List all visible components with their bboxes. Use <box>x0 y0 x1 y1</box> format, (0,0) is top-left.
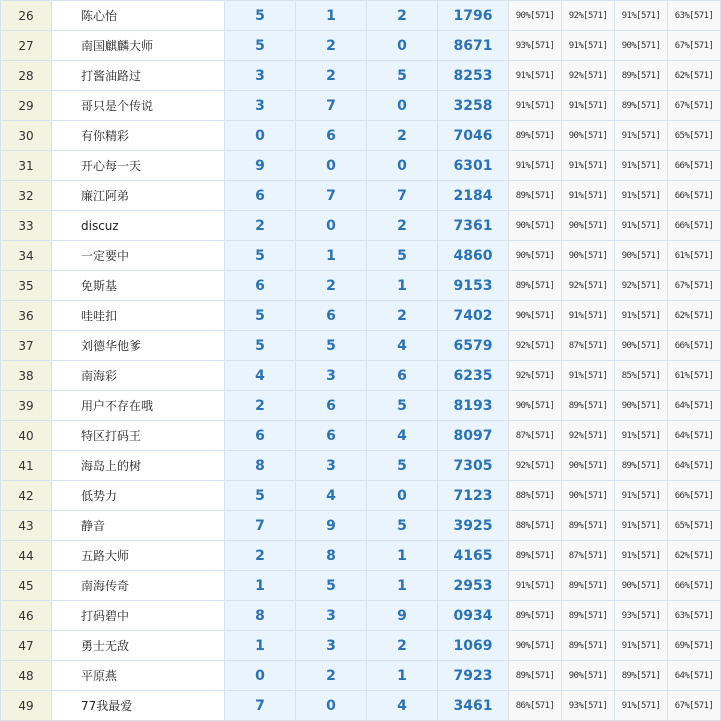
username-cell: 廉江阿弟 <box>52 181 225 211</box>
username-cell: 一定要中 <box>52 241 225 271</box>
rate-cell-2: 89%[571] <box>562 391 615 421</box>
username-cell: discuz <box>52 211 225 241</box>
username-cell: 打酱油路过 <box>52 61 225 91</box>
table-row <box>1 571 721 601</box>
rate-cell-3: 90%[571] <box>615 391 668 421</box>
rank-cell: 33 <box>1 211 52 241</box>
digit-cell-1: 0 <box>225 121 296 151</box>
rate-cell-4: 66%[571] <box>668 181 721 211</box>
username-cell: 特区打码王 <box>52 421 225 451</box>
rank-cell: 28 <box>1 61 52 91</box>
rank-cell: 31 <box>1 151 52 181</box>
table-row <box>1 391 721 421</box>
rate-cell-1: 91%[571] <box>509 571 562 601</box>
code-cell: 1069 <box>438 631 509 661</box>
rate-cell-4: 67%[571] <box>668 691 721 721</box>
rate-cell-2: 87%[571] <box>562 541 615 571</box>
table-row <box>1 151 721 181</box>
rank-cell: 40 <box>1 421 52 451</box>
rate-cell-2: 93%[571] <box>562 691 615 721</box>
digit-cell-1: 3 <box>225 61 296 91</box>
rate-cell-3: 90%[571] <box>615 331 668 361</box>
digit-cell-2: 0 <box>296 211 367 241</box>
rate-cell-4: 61%[571] <box>668 241 721 271</box>
digit-cell-3: 0 <box>367 91 438 121</box>
rank-cell: 41 <box>1 451 52 481</box>
rank-cell: 49 <box>1 691 52 721</box>
digit-cell-1: 8 <box>225 601 296 631</box>
username-cell: 用户不存在哦 <box>52 391 225 421</box>
code-cell: 3258 <box>438 91 509 121</box>
rate-cell-4: 66%[571] <box>668 151 721 181</box>
rank-cell: 38 <box>1 361 52 391</box>
table-row <box>1 331 721 361</box>
rate-cell-1: 89%[571] <box>509 601 562 631</box>
username-cell: 海岛上的树 <box>52 451 225 481</box>
username-cell: 哇哇扣 <box>52 301 225 331</box>
digit-cell-2: 0 <box>296 151 367 181</box>
username-cell: 陈心怡 <box>52 1 225 31</box>
rate-cell-1: 91%[571] <box>509 61 562 91</box>
table-row <box>1 121 721 151</box>
table-row <box>1 91 721 121</box>
table-row <box>1 361 721 391</box>
username-cell: 有你精彩 <box>52 121 225 151</box>
digit-cell-2: 5 <box>296 571 367 601</box>
digit-cell-3: 2 <box>367 121 438 151</box>
rate-cell-1: 91%[571] <box>509 151 562 181</box>
code-cell: 7923 <box>438 661 509 691</box>
table-row <box>1 211 721 241</box>
rate-cell-1: 91%[571] <box>509 91 562 121</box>
rate-cell-1: 87%[571] <box>509 421 562 451</box>
rate-cell-4: 62%[571] <box>668 541 721 571</box>
rate-cell-3: 91%[571] <box>615 541 668 571</box>
code-cell: 6579 <box>438 331 509 361</box>
rate-cell-2: 91%[571] <box>562 181 615 211</box>
digit-cell-2: 2 <box>296 61 367 91</box>
rate-cell-4: 66%[571] <box>668 571 721 601</box>
code-cell: 7361 <box>438 211 509 241</box>
rank-cell: 43 <box>1 511 52 541</box>
rate-cell-1: 89%[571] <box>509 181 562 211</box>
digit-cell-3: 5 <box>367 451 438 481</box>
rate-cell-2: 90%[571] <box>562 661 615 691</box>
ranking-table-body <box>1 1 721 721</box>
username-cell: 静音 <box>52 511 225 541</box>
digit-cell-3: 2 <box>367 1 438 31</box>
rate-cell-4: 67%[571] <box>668 271 721 301</box>
code-cell: 8671 <box>438 31 509 61</box>
rate-cell-4: 64%[571] <box>668 451 721 481</box>
code-cell: 3461 <box>438 691 509 721</box>
digit-cell-2: 5 <box>296 331 367 361</box>
code-cell: 2184 <box>438 181 509 211</box>
username-cell: 南海彩 <box>52 361 225 391</box>
username-cell: 开心每一天 <box>52 151 225 181</box>
rate-cell-3: 91%[571] <box>615 691 668 721</box>
code-cell: 2953 <box>438 571 509 601</box>
digit-cell-1: 5 <box>225 331 296 361</box>
rate-cell-2: 90%[571] <box>562 211 615 241</box>
rate-cell-4: 65%[571] <box>668 121 721 151</box>
digit-cell-1: 8 <box>225 451 296 481</box>
rate-cell-3: 91%[571] <box>615 511 668 541</box>
digit-cell-3: 5 <box>367 511 438 541</box>
table-row <box>1 481 721 511</box>
digit-cell-3: 1 <box>367 541 438 571</box>
digit-cell-2: 7 <box>296 91 367 121</box>
rate-cell-3: 91%[571] <box>615 151 668 181</box>
rate-cell-2: 92%[571] <box>562 1 615 31</box>
digit-cell-2: 3 <box>296 361 367 391</box>
digit-cell-3: 2 <box>367 211 438 241</box>
rate-cell-1: 92%[571] <box>509 361 562 391</box>
username-cell: 勇士无敌 <box>52 631 225 661</box>
rate-cell-4: 64%[571] <box>668 661 721 691</box>
rate-cell-2: 90%[571] <box>562 451 615 481</box>
digit-cell-3: 2 <box>367 301 438 331</box>
table-row <box>1 1 721 31</box>
rank-cell: 42 <box>1 481 52 511</box>
code-cell: 9153 <box>438 271 509 301</box>
rate-cell-1: 89%[571] <box>509 271 562 301</box>
rate-cell-2: 91%[571] <box>562 151 615 181</box>
digit-cell-3: 9 <box>367 601 438 631</box>
digit-cell-3: 0 <box>367 151 438 181</box>
digit-cell-1: 0 <box>225 661 296 691</box>
digit-cell-1: 5 <box>225 1 296 31</box>
rate-cell-2: 91%[571] <box>562 31 615 61</box>
username-cell: 南国麒麟大师 <box>52 31 225 61</box>
rate-cell-1: 93%[571] <box>509 31 562 61</box>
digit-cell-1: 2 <box>225 391 296 421</box>
code-cell: 3925 <box>438 511 509 541</box>
rate-cell-4: 67%[571] <box>668 91 721 121</box>
username-cell: 刘德华他爹 <box>52 331 225 361</box>
rate-cell-4: 67%[571] <box>668 31 721 61</box>
rate-cell-4: 64%[571] <box>668 421 721 451</box>
rate-cell-3: 85%[571] <box>615 361 668 391</box>
rate-cell-1: 89%[571] <box>509 541 562 571</box>
rate-cell-2: 90%[571] <box>562 241 615 271</box>
rate-cell-1: 92%[571] <box>509 331 562 361</box>
rate-cell-1: 90%[571] <box>509 211 562 241</box>
rank-cell: 27 <box>1 31 52 61</box>
rate-cell-4: 63%[571] <box>668 1 721 31</box>
digit-cell-3: 5 <box>367 241 438 271</box>
digit-cell-2: 2 <box>296 31 367 61</box>
rate-cell-2: 92%[571] <box>562 271 615 301</box>
rate-cell-4: 61%[571] <box>668 361 721 391</box>
rank-cell: 45 <box>1 571 52 601</box>
rate-cell-4: 63%[571] <box>668 601 721 631</box>
rate-cell-4: 65%[571] <box>668 511 721 541</box>
rate-cell-2: 90%[571] <box>562 121 615 151</box>
digit-cell-2: 6 <box>296 121 367 151</box>
rate-cell-2: 89%[571] <box>562 511 615 541</box>
rate-cell-3: 93%[571] <box>615 601 668 631</box>
rank-cell: 32 <box>1 181 52 211</box>
digit-cell-3: 7 <box>367 181 438 211</box>
code-cell: 8253 <box>438 61 509 91</box>
rate-cell-3: 91%[571] <box>615 481 668 511</box>
digit-cell-1: 7 <box>225 691 296 721</box>
rate-cell-3: 89%[571] <box>615 451 668 481</box>
digit-cell-3: 0 <box>367 31 438 61</box>
digit-cell-1: 1 <box>225 631 296 661</box>
rate-cell-3: 91%[571] <box>615 121 668 151</box>
rank-cell: 39 <box>1 391 52 421</box>
username-cell: 平原燕 <box>52 661 225 691</box>
digit-cell-3: 4 <box>367 421 438 451</box>
rank-cell: 30 <box>1 121 52 151</box>
table-row <box>1 241 721 271</box>
rank-cell: 46 <box>1 601 52 631</box>
digit-cell-3: 4 <box>367 331 438 361</box>
rate-cell-2: 87%[571] <box>562 331 615 361</box>
digit-cell-2: 9 <box>296 511 367 541</box>
digit-cell-1: 5 <box>225 241 296 271</box>
rank-cell: 48 <box>1 661 52 691</box>
rate-cell-4: 66%[571] <box>668 211 721 241</box>
digit-cell-2: 0 <box>296 691 367 721</box>
digit-cell-2: 3 <box>296 601 367 631</box>
rate-cell-3: 89%[571] <box>615 61 668 91</box>
digit-cell-3: 1 <box>367 571 438 601</box>
rank-cell: 47 <box>1 631 52 661</box>
rate-cell-3: 91%[571] <box>615 421 668 451</box>
rate-cell-4: 62%[571] <box>668 61 721 91</box>
rate-cell-3: 90%[571] <box>615 241 668 271</box>
rank-cell: 37 <box>1 331 52 361</box>
rate-cell-3: 91%[571] <box>615 631 668 661</box>
code-cell: 7402 <box>438 301 509 331</box>
rate-cell-2: 91%[571] <box>562 301 615 331</box>
rate-cell-3: 90%[571] <box>615 31 668 61</box>
rate-cell-1: 90%[571] <box>509 241 562 271</box>
code-cell: 1796 <box>438 1 509 31</box>
code-cell: 4860 <box>438 241 509 271</box>
table-row <box>1 541 721 571</box>
rate-cell-1: 90%[571] <box>509 1 562 31</box>
table-row <box>1 631 721 661</box>
rate-cell-3: 89%[571] <box>615 91 668 121</box>
rate-cell-3: 91%[571] <box>615 211 668 241</box>
digit-cell-2: 1 <box>296 1 367 31</box>
code-cell: 4165 <box>438 541 509 571</box>
digit-cell-2: 4 <box>296 481 367 511</box>
rate-cell-3: 91%[571] <box>615 1 668 31</box>
rate-cell-3: 92%[571] <box>615 271 668 301</box>
rate-cell-2: 89%[571] <box>562 631 615 661</box>
rate-cell-1: 90%[571] <box>509 631 562 661</box>
rank-cell: 36 <box>1 301 52 331</box>
digit-cell-2: 2 <box>296 661 367 691</box>
rate-cell-4: 64%[571] <box>668 391 721 421</box>
digit-cell-3: 5 <box>367 61 438 91</box>
rank-cell: 35 <box>1 271 52 301</box>
username-cell: 五路大师 <box>52 541 225 571</box>
rate-cell-2: 90%[571] <box>562 481 615 511</box>
rate-cell-2: 91%[571] <box>562 361 615 391</box>
rate-cell-3: 90%[571] <box>615 571 668 601</box>
digit-cell-2: 6 <box>296 391 367 421</box>
table-row <box>1 31 721 61</box>
digit-cell-3: 5 <box>367 391 438 421</box>
rate-cell-1: 89%[571] <box>509 661 562 691</box>
digit-cell-2: 3 <box>296 631 367 661</box>
digit-cell-2: 6 <box>296 301 367 331</box>
digit-cell-3: 6 <box>367 361 438 391</box>
digit-cell-1: 6 <box>225 271 296 301</box>
rate-cell-1: 92%[571] <box>509 451 562 481</box>
digit-cell-2: 7 <box>296 181 367 211</box>
digit-cell-1: 5 <box>225 31 296 61</box>
username-cell: 南海传奇 <box>52 571 225 601</box>
username-cell: 免斯基 <box>52 271 225 301</box>
code-cell: 8193 <box>438 391 509 421</box>
table-row <box>1 601 721 631</box>
rate-cell-2: 92%[571] <box>562 61 615 91</box>
username-cell: 打码碧中 <box>52 601 225 631</box>
digit-cell-1: 4 <box>225 361 296 391</box>
rate-cell-3: 89%[571] <box>615 661 668 691</box>
username-cell: 哥只是个传说 <box>52 91 225 121</box>
rate-cell-4: 62%[571] <box>668 301 721 331</box>
digit-cell-3: 1 <box>367 271 438 301</box>
digit-cell-3: 4 <box>367 691 438 721</box>
rank-cell: 34 <box>1 241 52 271</box>
rate-cell-4: 66%[571] <box>668 331 721 361</box>
digit-cell-1: 2 <box>225 541 296 571</box>
digit-cell-3: 2 <box>367 631 438 661</box>
rate-cell-1: 88%[571] <box>509 481 562 511</box>
rate-cell-2: 89%[571] <box>562 571 615 601</box>
table-row <box>1 421 721 451</box>
code-cell: 0934 <box>438 601 509 631</box>
rate-cell-1: 88%[571] <box>509 511 562 541</box>
digit-cell-2: 6 <box>296 421 367 451</box>
code-cell: 6301 <box>438 151 509 181</box>
username-cell: 77我最爱 <box>52 691 225 721</box>
rank-cell: 44 <box>1 541 52 571</box>
digit-cell-1: 5 <box>225 301 296 331</box>
digit-cell-1: 3 <box>225 91 296 121</box>
digit-cell-1: 7 <box>225 511 296 541</box>
table-row <box>1 181 721 211</box>
digit-cell-3: 0 <box>367 481 438 511</box>
rate-cell-1: 89%[571] <box>509 121 562 151</box>
code-cell: 8097 <box>438 421 509 451</box>
digit-cell-2: 3 <box>296 451 367 481</box>
code-cell: 7123 <box>438 481 509 511</box>
digit-cell-1: 5 <box>225 481 296 511</box>
rate-cell-2: 89%[571] <box>562 601 615 631</box>
digit-cell-2: 8 <box>296 541 367 571</box>
table-row <box>1 691 721 721</box>
table-row <box>1 61 721 91</box>
table-row <box>1 661 721 691</box>
digit-cell-1: 6 <box>225 421 296 451</box>
rank-cell: 26 <box>1 1 52 31</box>
digit-cell-2: 1 <box>296 241 367 271</box>
table-row <box>1 271 721 301</box>
table-row <box>1 301 721 331</box>
rate-cell-1: 86%[571] <box>509 691 562 721</box>
code-cell: 7305 <box>438 451 509 481</box>
rate-cell-2: 91%[571] <box>562 91 615 121</box>
username-cell: 低势力 <box>52 481 225 511</box>
rank-cell: 29 <box>1 91 52 121</box>
rate-cell-3: 91%[571] <box>615 301 668 331</box>
digit-cell-1: 9 <box>225 151 296 181</box>
rate-cell-2: 92%[571] <box>562 421 615 451</box>
rate-cell-4: 66%[571] <box>668 481 721 511</box>
rate-cell-4: 69%[571] <box>668 631 721 661</box>
rate-cell-1: 90%[571] <box>509 391 562 421</box>
digit-cell-1: 2 <box>225 211 296 241</box>
table-row <box>1 511 721 541</box>
rate-cell-3: 91%[571] <box>615 181 668 211</box>
table-row <box>1 451 721 481</box>
code-cell: 6235 <box>438 361 509 391</box>
digit-cell-2: 2 <box>296 271 367 301</box>
digit-cell-1: 1 <box>225 571 296 601</box>
rate-cell-1: 90%[571] <box>509 301 562 331</box>
digit-cell-1: 6 <box>225 181 296 211</box>
digit-cell-3: 1 <box>367 661 438 691</box>
code-cell: 7046 <box>438 121 509 151</box>
